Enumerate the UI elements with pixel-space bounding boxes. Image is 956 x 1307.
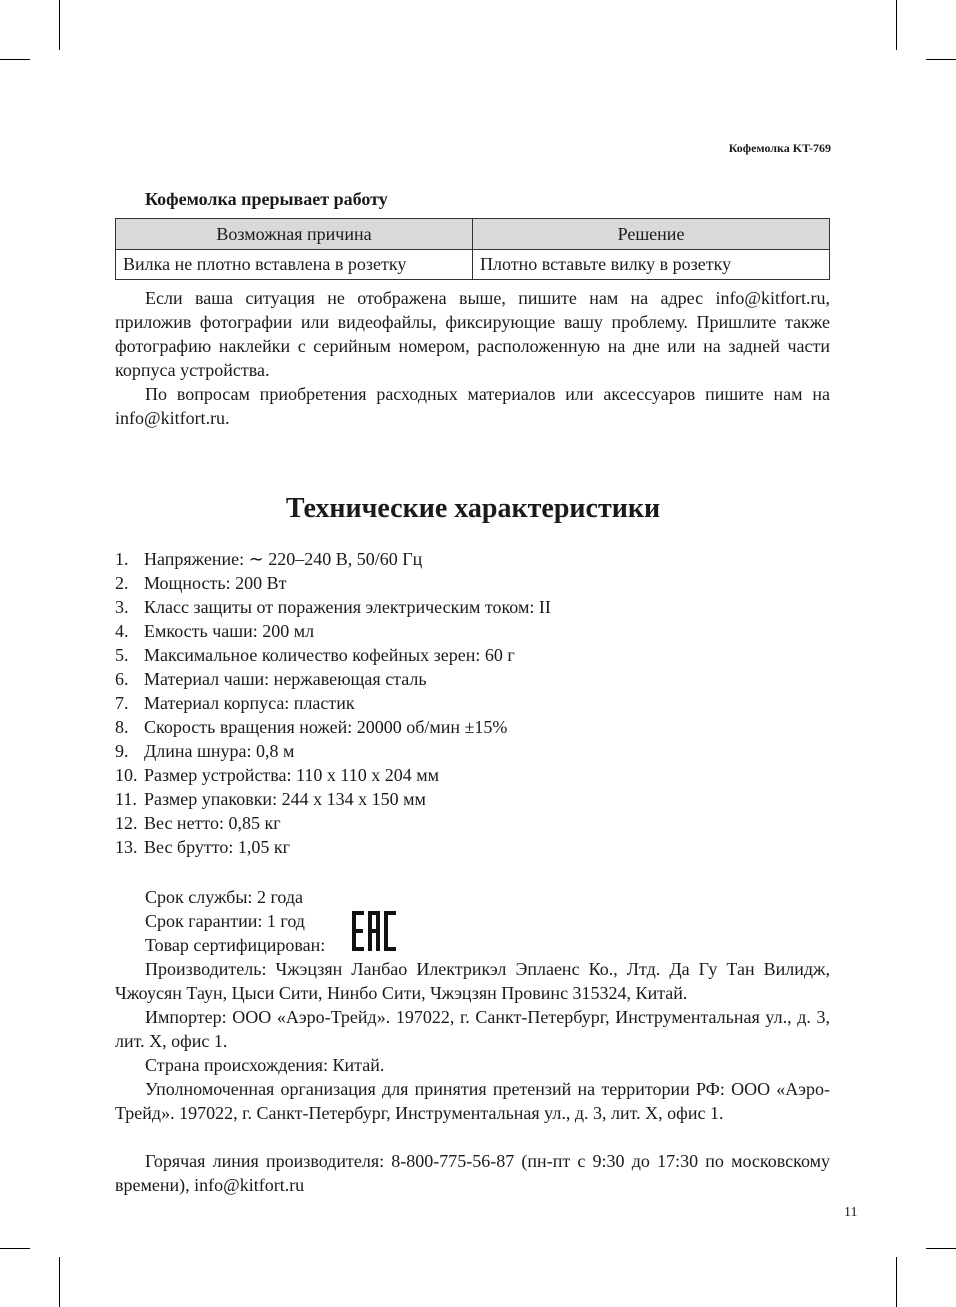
crop-mark bbox=[896, 1257, 897, 1307]
hotline-paragraph: Горячая линия производителя: 8-800-775-56-87 (пн-пт с 9:30 до 17:30 по московскому времени), info@kitfort.ru bbox=[115, 1151, 830, 1195]
item-text: Класс защиты от поражения электрическим током: II bbox=[144, 597, 551, 617]
item-text: Вес брутто: 1,05 кг bbox=[144, 837, 290, 857]
item-number: 2. bbox=[115, 573, 129, 593]
item-number: 4. bbox=[115, 621, 129, 641]
list-item bbox=[115, 811, 551, 835]
list-item bbox=[115, 667, 551, 691]
item-text: Емкость чаши: 200 мл bbox=[144, 621, 315, 641]
item-number: 10. bbox=[115, 765, 138, 785]
item-number: 1. bbox=[115, 549, 129, 569]
table-row bbox=[116, 250, 830, 280]
list-item bbox=[115, 763, 551, 787]
list-item bbox=[115, 571, 551, 595]
troubleshooting-table bbox=[115, 218, 830, 280]
item-text: Материал чаши: нержавеющая сталь bbox=[144, 669, 427, 689]
service-life: Срок службы: 2 года bbox=[145, 887, 304, 907]
crop-mark bbox=[0, 59, 30, 60]
list-item bbox=[115, 595, 551, 619]
crop-mark bbox=[896, 0, 897, 50]
list-item bbox=[115, 739, 551, 763]
item-number: 7. bbox=[115, 693, 129, 713]
list-item bbox=[115, 547, 551, 571]
crop-mark bbox=[926, 1248, 956, 1249]
list-item bbox=[115, 643, 551, 667]
item-text: Материал корпуса: пластик bbox=[144, 693, 355, 713]
table-header-cell: Решение bbox=[473, 219, 830, 250]
manufacturer-paragraph: Производитель: Чжэцзян Ланбао Илектрикэл Эплаенс Ко., Лтд. Да Гу Тан Вилидж, Чжоусян Таун, Цыси Сити, Нинбо Сити, Чжэцзян Провинс 315324, Китай. bbox=[115, 959, 830, 1003]
eac-certification-icon bbox=[352, 911, 396, 951]
item-text: Размер устройства: 110 х 110 х 204 мм bbox=[144, 765, 439, 785]
item-number: 8. bbox=[115, 717, 129, 737]
table-cell: Вилка не плотно вставлена в розетку bbox=[116, 250, 473, 280]
importer-paragraph: Импортер: ООО «Аэро-Трейд». 197022, г. Санкт-Петербург, Инструментальная ул., д. 3, лит. Х, офис 1. bbox=[115, 1007, 830, 1051]
origin-paragraph: Страна происхождения: Китай. bbox=[145, 1055, 385, 1075]
item-number: 13. bbox=[115, 837, 138, 857]
contact-paragraph: Если ваша ситуация не отображена выше, пишите нам на адрес info@kitfort.ru, приложив фотографии или видеофайлы, фиксирующие вашу проблему. Пришлите также фотографию наклейки с серийным номером, расположенную на дне или на задней части корпуса устройства. bbox=[115, 288, 830, 380]
item-text: Напряжение: ∼ 220–240 В, 50/60 Гц bbox=[144, 549, 423, 569]
item-number: 12. bbox=[115, 813, 138, 833]
item-text: Мощность: 200 Вт bbox=[144, 573, 287, 593]
item-text: Максимальное количество кофейных зерен: 60 г bbox=[144, 645, 515, 665]
item-number: 5. bbox=[115, 645, 129, 665]
list-item bbox=[115, 691, 551, 715]
authorized-org-paragraph: Уполномоченная организация для принятия претензий на территории РФ: ООО «Аэро-Трейд». 197022, г. Санкт-Петербург, Инструментальная ул., д. 3, лит. Х, офис 1. bbox=[115, 1079, 830, 1123]
certified-label: Товар сертифицирован: bbox=[145, 935, 326, 955]
table-header-row bbox=[116, 219, 830, 250]
item-number: 3. bbox=[115, 597, 129, 617]
table-header-cell: Возможная причина bbox=[116, 219, 473, 250]
item-number: 9. bbox=[115, 741, 129, 761]
specs-title: Технические характеристики bbox=[285, 493, 661, 524]
specs-list bbox=[115, 547, 551, 859]
page-number: 11 bbox=[844, 1205, 858, 1220]
table-cell: Плотно вставьте вилку в розетку bbox=[473, 250, 830, 280]
list-item bbox=[115, 835, 551, 859]
list-item bbox=[115, 715, 551, 739]
section-subtitle: Кофемолка прерывает работу bbox=[145, 189, 388, 209]
running-header: Кофемолка KT-769 bbox=[728, 141, 831, 155]
item-text: Скорость вращения ножей: 20000 об/мин ±15% bbox=[144, 717, 508, 737]
crop-mark bbox=[59, 0, 60, 50]
crop-mark bbox=[926, 59, 956, 60]
item-number: 6. bbox=[115, 669, 129, 689]
item-text: Размер упаковки: 244 х 134 х 150 мм bbox=[144, 789, 426, 809]
item-number: 11. bbox=[115, 789, 137, 809]
list-item bbox=[115, 787, 551, 811]
warranty: Срок гарантии: 1 год bbox=[145, 911, 305, 931]
item-text: Длина шнура: 0,8 м bbox=[144, 741, 295, 761]
accessories-paragraph: По вопросам приобретения расходных материалов или аксессуаров пишите нам на info@kitfort.ru. bbox=[115, 384, 830, 428]
crop-mark bbox=[59, 1257, 60, 1307]
list-item bbox=[115, 619, 551, 643]
crop-mark bbox=[0, 1248, 30, 1249]
item-text: Вес нетто: 0,85 кг bbox=[144, 813, 281, 833]
